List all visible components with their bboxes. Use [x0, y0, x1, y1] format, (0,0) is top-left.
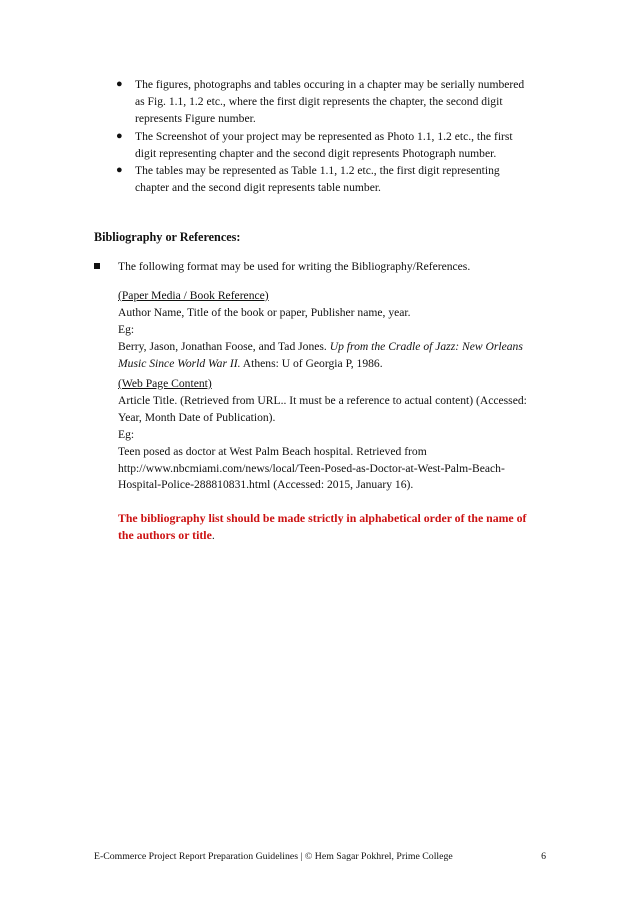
bibliography-intro-text: The following format may be used for writing the Bibliography/References.: [118, 260, 471, 273]
alphabetical-order-note: [118, 510, 538, 544]
list-item: [113, 128, 533, 162]
web-reference-format: Article Title. (Retrieved from URL.. It must be a reference to actual content) (Accessed: Year, Month Date of Publication).: [118, 393, 527, 424]
bullet-icon: ●: [116, 78, 123, 90]
paper-reference-block: [118, 288, 538, 373]
note-tail: .: [211, 528, 215, 542]
list-item: [113, 76, 533, 128]
list-item: [113, 162, 533, 196]
figure-numbering-list: [113, 76, 533, 196]
paper-example-publisher: Athens: U of Georgia P, 1986.: [242, 356, 383, 370]
list-item-text: The Screenshot of your project may be represented as Photo 1.1, 1.2 etc., the first digit representing chapter and the second digit represents Photograph number.: [135, 129, 513, 160]
footer-text: E-Commerce Project Report Preparation Guidelines | © Hem Sagar Pokhrel, Prime College: [94, 851, 453, 862]
list-item-text: The tables may be represented as Table 1.1, 1.2 etc., the first digit representing chapter and the second digit represents table number.: [135, 164, 500, 195]
square-bullet-icon: [94, 263, 100, 269]
list-item-text: The figures, photographs and tables occuring in a chapter may be serially numbered as Fig. 1.1, 1.2 etc., where the first digit represents the chapter, the second digit represents Figure number.: [135, 78, 525, 126]
web-reference-title: (Web Page Content): [118, 377, 212, 390]
web-example: Teen posed as doctor at West Palm Beach hospital. Retrieved from http://www.nbcmiami.com/news/local/Teen-Posed-as-Doctor-at-West-Palm-Beach-Hospital-Police-288810831.html (Accessed: 2015, January 16).: [118, 444, 505, 492]
note-text: The bibliography list should be made strictly in alphabetical order of the name of the authors or title: [118, 511, 527, 542]
paper-reference-format: Author Name, Title of the book or paper, Publisher name, year.: [118, 305, 411, 319]
paper-eg-label: Eg:: [118, 322, 135, 336]
paper-example: [118, 339, 538, 373]
bullet-icon: ●: [116, 129, 123, 142]
web-eg-label: Eg:: [118, 427, 135, 441]
bullet-icon: ●: [116, 164, 123, 177]
paper-example-title: Up from the Cradle of Jazz: New Orleans Music Since World War II.: [118, 339, 523, 370]
paper-reference-title: (Paper Media / Book Reference): [118, 289, 269, 302]
bibliography-heading: Bibliography or References:: [94, 230, 241, 244]
page-number: 6: [541, 851, 546, 862]
paper-example-authors: Berry, Jason, Jonathan Foose, and Tad Jones.: [118, 339, 327, 353]
web-reference-block: [118, 376, 538, 494]
